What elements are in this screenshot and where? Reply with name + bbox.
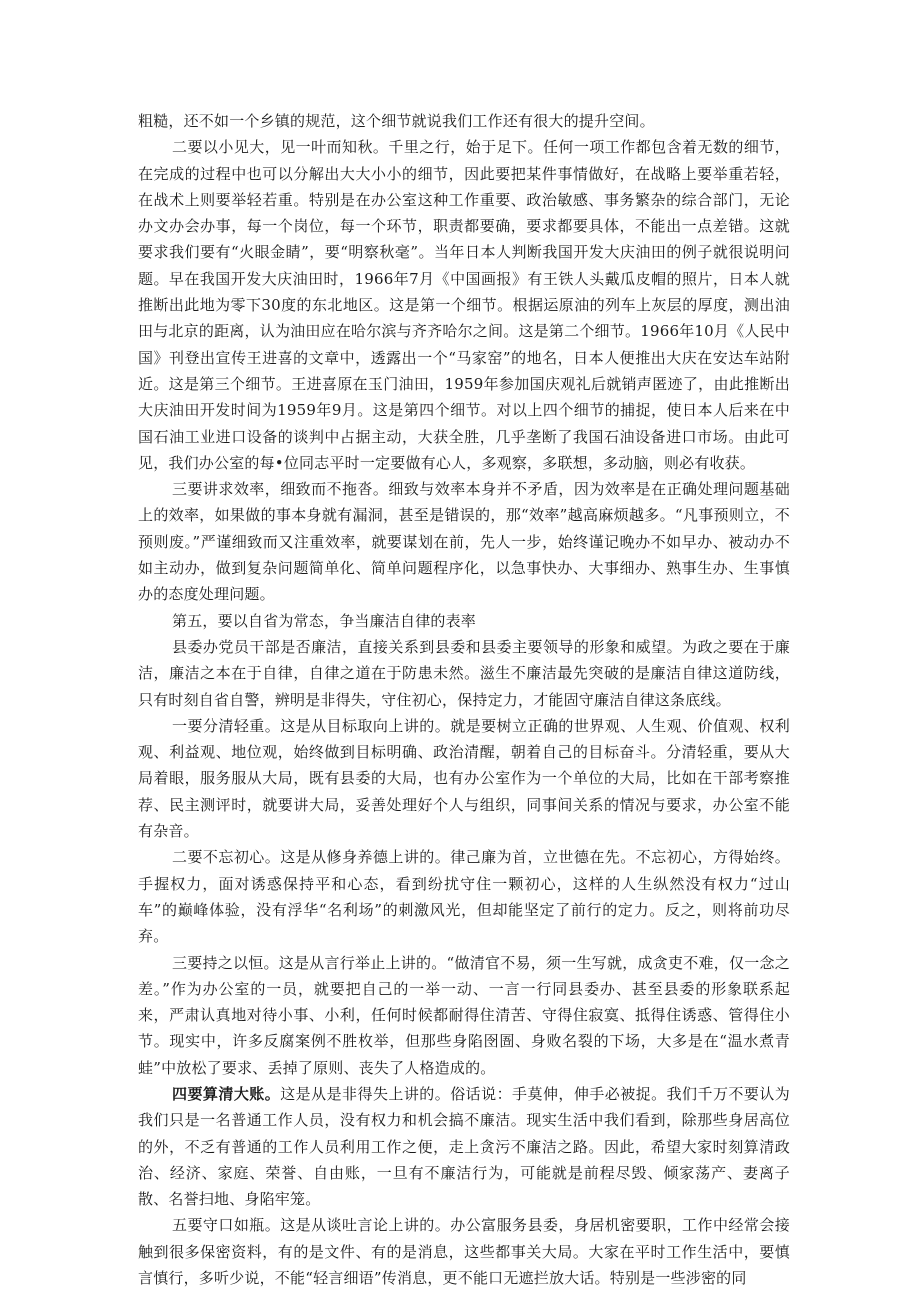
- paragraph-9-text: 这是从是非得失上讲的。俗话说：手莫伸，伸手必被捉。我们千万不要认为我们只是一名普通工作人员，没有权力和机会搞不廉洁。现实生活中我们看到，除那些身居高位的外，不乏有普通的工作人员利用工作之便，走上贪污不廉洁之路。因此，希望大家时刻算清政治、经济、家庭、荣誉、自由账，一旦有不廉洁行为，可能就是前程尽毁、倾家荡产、妻离子散、名誉扫地、身陷牢笼。: [138, 1084, 790, 1209]
- paragraph-7: 二要不忘初心。这是从修身养德上讲的。律己廉为首，立世德在先。不忘初心，方得始终。手握权力，面对诱惑保持平和心态，看到纷扰守住一颗初心，这样的人生纵然没有权力“过山车”的巅峰体验，没有浮华“名利场”的刺激风光，但却能坚定了前行的定力。反之，则将前功尽弃。: [138, 848, 790, 946]
- paragraph-1: 粗糙，还不如一个乡镇的规范，这个细节就说我们工作还有很大的提升空间。: [138, 112, 655, 130]
- paragraph-5: 县委办党员干部是否廉洁，直接关系到县委和县委主要领导的形象和威望。为政之要在于廉洁，廉洁之本在于自律，自律之道在于防患未然。滋生不廉洁最先突破的是廉洁自律这道防线，只有时刻自省自警，辨明是非得失，守住初心，保持定力，才能固守廉洁自律这条底线。: [138, 637, 790, 709]
- paragraph-3: 三要讲求效率，细致而不拖沓。细致与效率本身并不矛盾，因为效率是在正确处理问题基础上的效率，如果做的事本身就有漏洞，甚至是错误的，那“效率”越高麻烦越多。“凡事预则立，不预则废。”严谨细致而又注重效率，就要谋划在前，先人一步，始终谨记晚办不如早办、被动办不如主动办，做到复杂问题简单化、简单问题程序化，以急事快办、大事细办、熟事生办、生事慎办的态度处理问题。: [138, 480, 790, 604]
- paragraph-8: 三要持之以恒。这是从言行举止上讲的。“做清官不易，须一生写就，成贪吏不难，仅一念之差。”作为办公室的一员，就要把自己的一举一动、一言一行同县委办、甚至县委的形象联系起来，严肃认真地对待小事、小利，任何时候都耐得住清苦、守得住寂寞、抵得住诱惑、管得住小节。现实中，许多反腐案例不胜枚举，但那些身陷囹圄、身败名裂的下场，大多是在“温水煮青蛙”中放松了要求、丢掉了原则、丧失了人格造成的。: [138, 953, 790, 1077]
- document-body: [138, 108, 790, 1291]
- section-heading: 第五，要以自省为常态，争当廉洁自律的表率: [172, 611, 477, 630]
- paragraph-9: [138, 1081, 790, 1212]
- paragraph-2: 二要以小见大，见一叶而知秋。千里之行，始于足下。任何一项工作都包含着无数的细节，在完成的过程中也可以分解出大大小小的细节，因此要把某件事情做好，在战略上要举重若轻，在战术上则要举轻若重。特别是在办公室这种工作重要、政治敏感、事务繁杂的综合部门，无论办文办会办事，每一个岗位，每一个环节，职责都要确，要求都要具体，不能出一点差错。这就要求我们要有“火眼金睛”，要“明察秋毫”。当年日本人判断我国开发大庆油田的例子就很说明问题。早在我国开发大庆油田时，1966年7月《中国画报》有王铁人头戴瓜皮帽的照片，日本人就推断出此地为零下30度的东北地区。这是第一个细节。根据运原油的列车上灰层的厚度，测出油田与北京的距离，认为油田应在哈尔滨与齐齐哈尔之间。这是第二个细节。1966年10月《人民中国》刊登出宣传王进喜的文章中，透露出一个“马家窑”的地名，日本人便推出大庆在安达车站附近。这是第三个细节。王进喜原在玉门油田，1959年参加国庆观礼后就销声匿迹了，由此推断出大庆油田开发时间为1959年9月。这是第四个细节。对以上四个细节的捕捉，使日本人后来在中国石油工业进口设备的谈判中占据主动，大获全胜，几乎垄断了我国石油设备进口市场。由此可见，我们办公室的每•位同志平时一定要做有心人，多观察，多联想，多动脑，则必有收获。: [138, 138, 790, 472]
- paragraph-10: 五要守口如瓶。这是从谈吐言论上讲的。办公富服务县委，身居机密要职，工作中经常会接触到很多保密资料，有的是文件、有的是消息，这些都事关大局。大家在平时工作生活中，要慎言慎行，多听少说，不能“轻言细语”传消息，更不能口无遮拦放大话。特别是一些涉密的同: [138, 1216, 790, 1288]
- paragraph-9-lead: 四要算清大账。: [172, 1084, 281, 1103]
- paragraph-6: 一要分清轻重。这是从目标取向上讲的。就是要树立正确的世界观、人生观、价值观、权利观、利益观、地位观，始终做到目标明确、政治清醒，朝着自己的目标奋斗。分清轻重，要从大局着眼，服务服从大局，既有县委的大局，也有办公室作为一个单位的大局，比如在干部考察推荐、民主测评时，就要讲大局，妥善处理好个人与组织，同事间关系的情况与要求，办公室不能有杂音。: [138, 716, 790, 841]
